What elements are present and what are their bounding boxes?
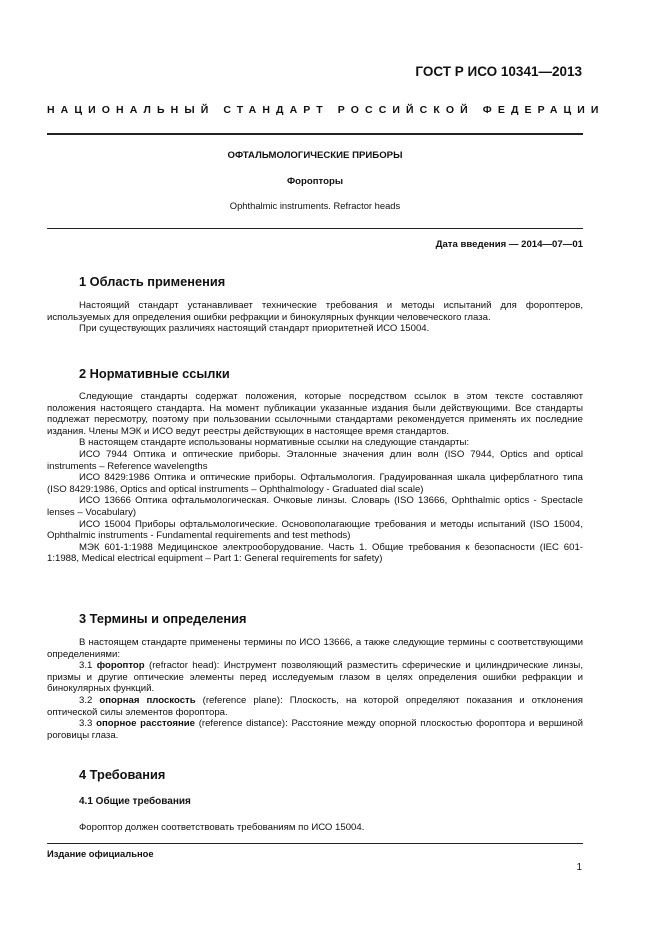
paragraph: Следующие стандарты содержат положения, которые посредством ссылок в этом тексте составляют положения настоящего стандарта. На момент публикации указанные издания были действующими. Все стандарты подлежат пересмотру, поэтому при пользовании ссылочными стандартами рекомендуется применять их последние издания. Члены МЭК и ИСО ведут реестры действующих в настоящее время стандартов. — [47, 391, 583, 437]
term-text: (refractor head): Инструмент позволяющий разместить сферические и цилиндрические линзы, призмы и другие оптические элементы перед исследуемым глазом в целях определения ошибки рефракции и бинокулярных функций. — [47, 660, 583, 695]
effective-date: Дата введения — 2014—07—01 — [435, 239, 583, 250]
reference-item: ИСО 8429:1986 Оптика и оптические приборы. Офтальмология. Градуированная шкала циферблатного типа (ISO 8429:1986, Optics and optical instruments – Ophthalmology - Graduated dial scale) — [47, 472, 583, 495]
section-4-heading: 4 Требования — [79, 767, 166, 782]
paragraph: При существующих различиях настоящий стандарт приоритетней ИСО 15004. — [79, 323, 430, 335]
term: фороптор — [96, 660, 145, 672]
reference-item: ИСО 15004 Приборы офтальмологические. Основополагающие требования и методы испытаний (ISO 15004, Ophthalmic instruments - Fundamental requirements and test methods) — [47, 518, 583, 542]
term: опорное расстояние — [96, 718, 195, 730]
section-2-heading: 2 Нормативные ссылки — [79, 366, 230, 381]
term-definition — [47, 695, 583, 718]
term-number: 3.1 — [79, 660, 93, 672]
document-subtitle: Форопторы — [286, 176, 344, 187]
header-divider — [47, 133, 583, 135]
term-number: 3.2 — [79, 694, 93, 706]
term-definition — [47, 718, 583, 741]
paragraph: Настоящий стандарт устанавливает технические требования и методы испытаний для фороптеров, используемых для определения ошибки рефракции и бинокулярных функции человеческого глаза. — [47, 300, 583, 323]
reference-item: ИСО 13666 Оптика офтальмологическая. Очковые линзы. Словарь (ISO 13666, Ophthalmic optics - Spectacle lenses – Vocabulary) — [47, 495, 583, 518]
term-definition — [47, 660, 583, 695]
term: опорная плоскость — [99, 694, 196, 706]
page-number: 1 — [576, 862, 582, 873]
edition-label: Издание официальное — [47, 848, 154, 859]
section-1-body — [47, 300, 583, 335]
title-divider — [47, 228, 583, 229]
national-standard-banner: НАЦИОНАЛЬНЫЙ СТАНДАРТ РОССИЙСКОЙ ФЕДЕРАЦИИ — [47, 104, 605, 116]
paragraph: Фороптор должен соответствовать требованиям по ИСО 15004. — [79, 822, 365, 833]
subsection-4-1-heading: 4.1 Общие требования — [79, 796, 191, 807]
paragraph: В настоящем стандарте применены термины по ИСО 13666, а также следующие термины с соответствующими определениями: — [47, 637, 583, 660]
section-2-body — [47, 391, 583, 565]
term-number: 3.3 — [79, 718, 93, 730]
section-4-body — [47, 822, 583, 834]
document-title: ОФТАЛЬМОЛОГИЧЕСКИЕ ПРИБОРЫ — [227, 150, 403, 161]
standard-code: ГОСТ Р ИСО 10341—2013 — [415, 64, 582, 79]
section-1-heading: 1 Область применения — [79, 274, 226, 289]
reference-item: МЭК 601-1:1988 Медицинское электрооборудование. Часть 1. Общие требования к безопасности (IEC 601-1:1988, Medical electrical equipment – Part 1: General requirements for safety) — [47, 541, 583, 565]
footer-divider — [47, 843, 583, 844]
term-text: (reference distance): Расстояние между опорной плоскостью фороптора и вершиной роговицы глаза. — [47, 718, 583, 741]
section-3-body — [47, 637, 583, 741]
paragraph: В настоящем стандарте использованы нормативные ссылки на следующие стандарты: — [79, 437, 470, 449]
section-3-heading: 3 Термины и определения — [79, 611, 247, 626]
term-text: (reference plane): Плоскость, на которой определяют показания и отклонения оптической силы элементов фороптора. — [47, 694, 583, 718]
reference-item: ИСО 7944 Оптика и оптические приборы. Эталонные значения длин волн (ISO 7944, Optics and optical instruments – Reference wavelengths — [47, 448, 583, 472]
english-title: Ophthalmic instruments. Refractor heads — [229, 200, 401, 211]
